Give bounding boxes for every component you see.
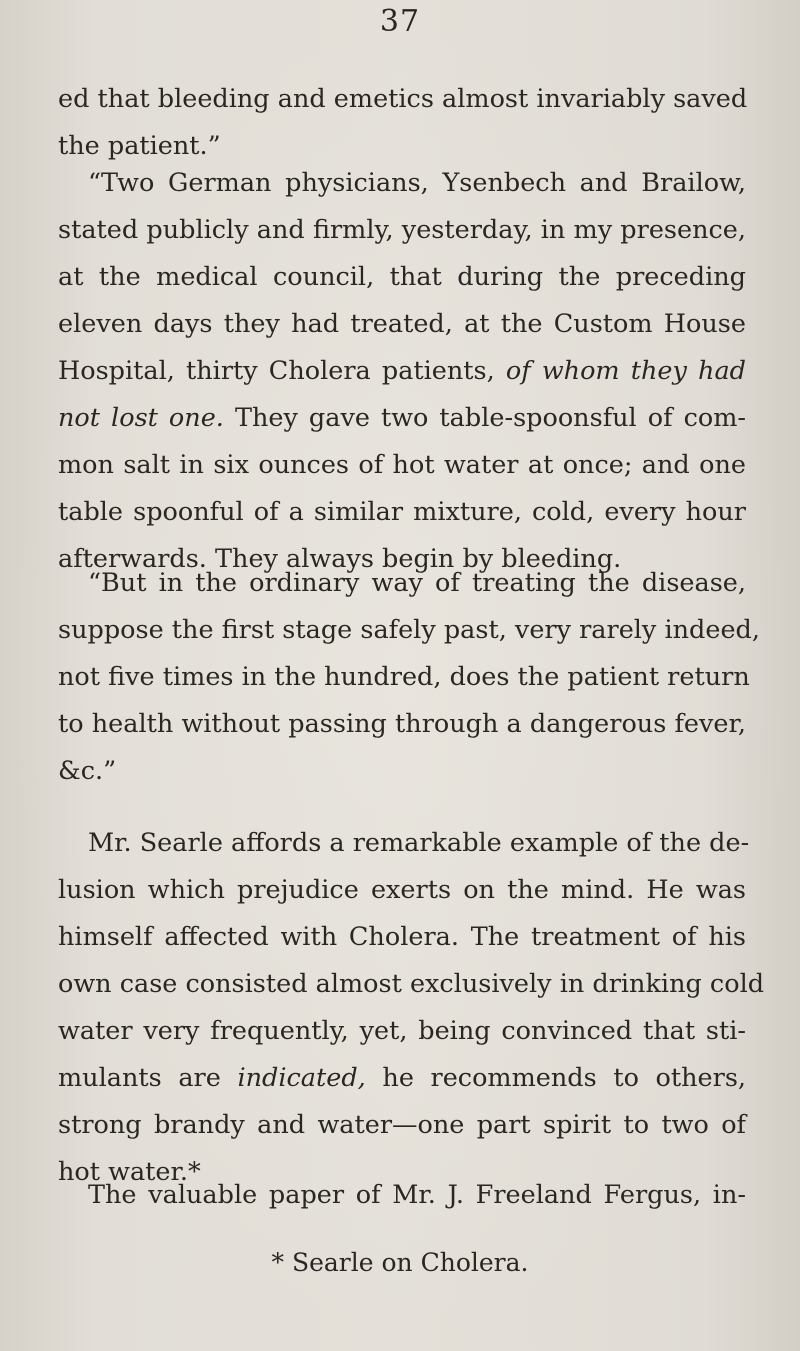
text-line	[58, 1055, 746, 1102]
text-line: “Two German physicians, Ysenbech and Brailow,	[88, 168, 746, 198]
text-segment: They gave two table-spoonsful of com-	[234, 403, 746, 433]
text-line: not five times in the hundred, does the patient return	[58, 662, 750, 692]
text-segment: mulants are	[58, 1063, 221, 1093]
paragraph-3	[58, 560, 760, 795]
text-line: at the medical council, that during the preceding	[58, 262, 746, 292]
text-line: mon salt in six ounces of hot water at once; and one	[58, 450, 746, 480]
text-line: water very frequently, yet, being convinced that sti-	[58, 1016, 746, 1046]
text-line: table spoonful of a similar mixture, cold, every hour	[58, 497, 746, 527]
footnote: * Searle on Cholera.	[271, 1248, 529, 1277]
text-line: lusion which prejudice exerts on the mind. He was	[58, 875, 746, 905]
text-line: own case consisted almost exclusively in drinking cold	[58, 969, 765, 999]
page-number: 37	[379, 4, 421, 39]
text-line: hot water.*	[58, 1157, 201, 1187]
text-line: strong brandy and water—one part spirit to two of	[58, 1110, 746, 1140]
paragraph-4	[58, 820, 765, 1196]
text-segment: Hospital, thirty Cholera patients,	[58, 356, 495, 386]
italic-text-segment: indicated,	[237, 1063, 366, 1093]
text-segment: he recommends to others,	[382, 1063, 747, 1093]
text-line	[58, 348, 746, 395]
text-line: Mr. Searle affords a remarkable example of the de-	[88, 828, 750, 858]
text-line: afterwards. They always begin by bleeding.	[58, 544, 622, 574]
paragraph-1	[58, 76, 746, 170]
text-line: eleven days they had treated, at the Custom House	[58, 309, 746, 339]
text-line: “But in the ordinary way of treating the disease,	[88, 568, 746, 598]
text-line: to health without passing through a dangerous fever,	[58, 709, 746, 739]
paragraph-5	[58, 1172, 746, 1219]
text-line	[58, 395, 746, 442]
text-line: &c.”	[58, 756, 117, 786]
text-line: The valuable paper of Mr. J. Freeland Fergus, in-	[88, 1180, 746, 1210]
text-line: himself affected with Cholera. The treatment of his	[58, 922, 746, 952]
text-line: stated publicly and firmly, yesterday, in my presence,	[58, 215, 746, 245]
italic-text-segment: of whom they had	[505, 356, 746, 386]
italic-text-segment: not lost one.	[58, 403, 224, 433]
text-line: the patient.”	[58, 131, 221, 161]
text-line: suppose the first stage safely past, very rarely indeed,	[58, 615, 760, 645]
text-line: ed that bleeding and emetics almost invariably saved	[58, 84, 748, 114]
paragraph-2	[58, 160, 746, 583]
